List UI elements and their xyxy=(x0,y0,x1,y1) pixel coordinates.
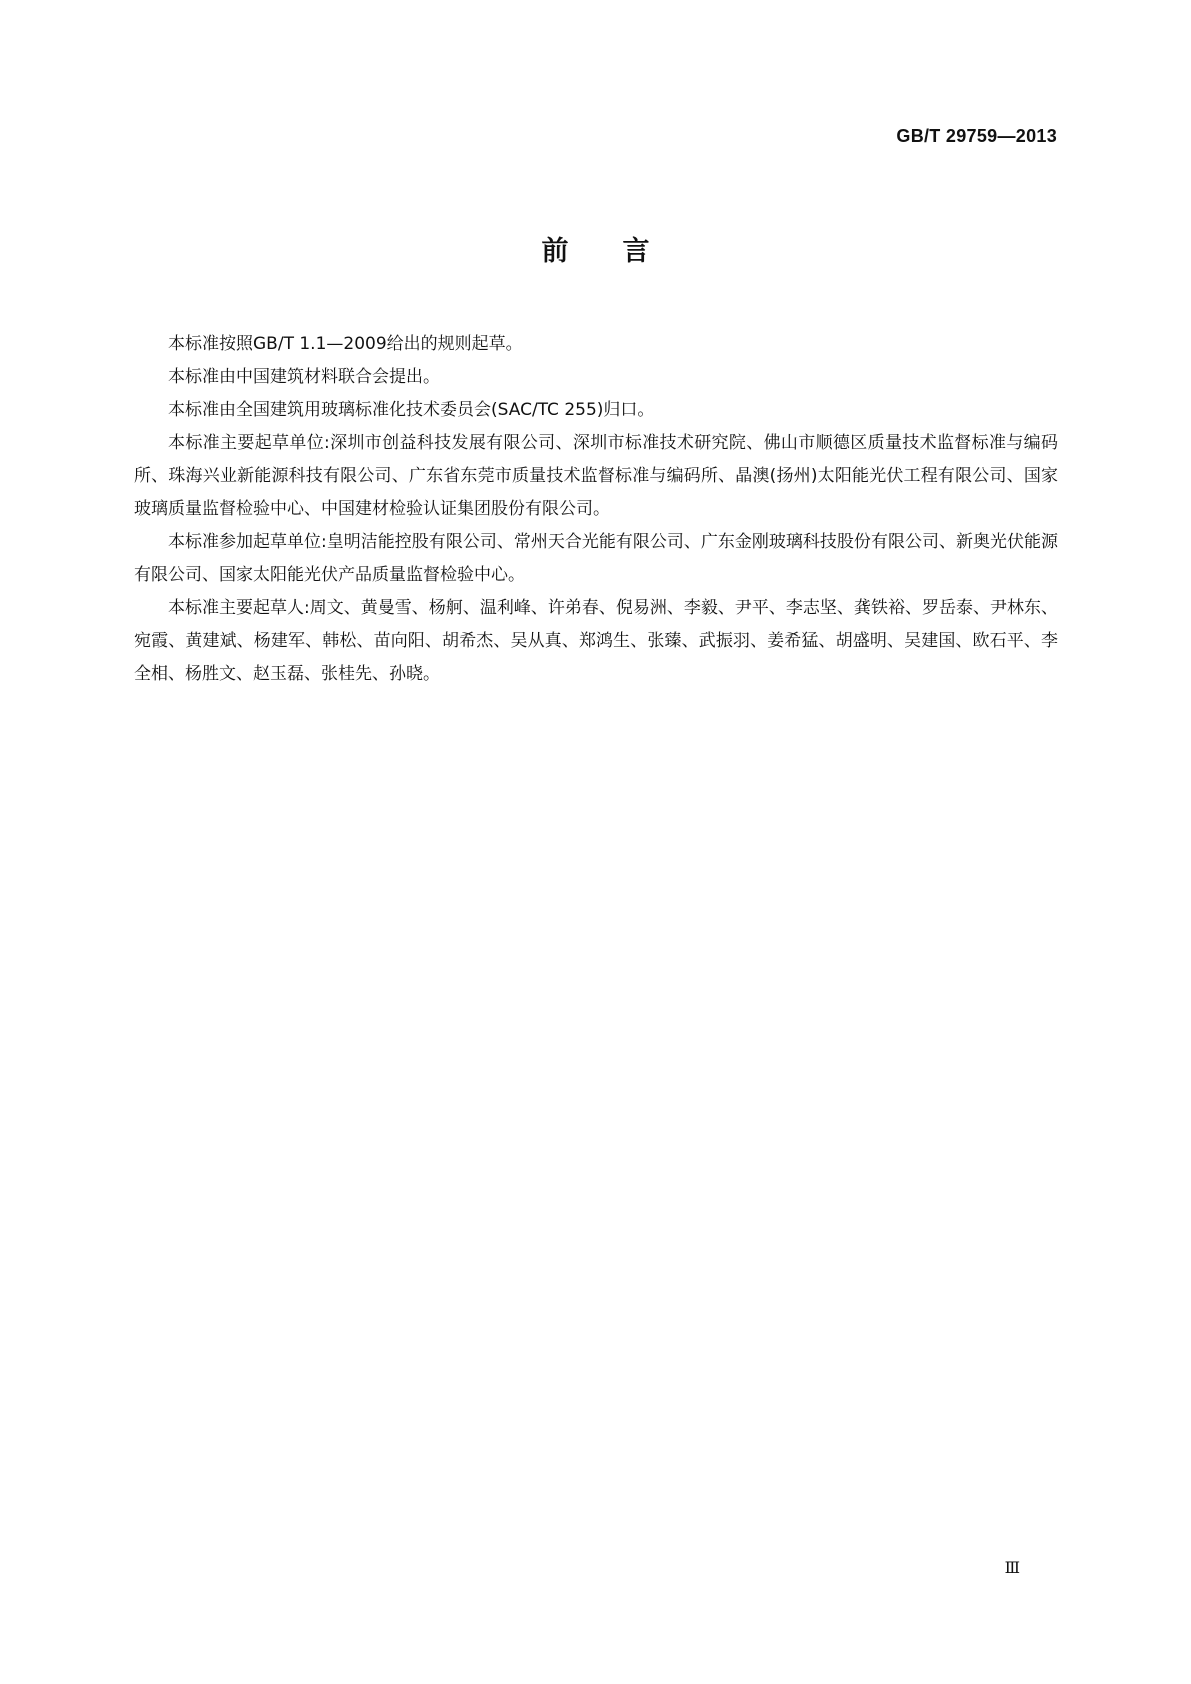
foreword-body xyxy=(134,328,1058,691)
paragraph-main-drafting-units: 本标准主要起草单位:深圳市创益科技发展有限公司、深圳市标准技术研究院、佛山市顺德区质量技术监督标准与编码所、珠海兴业新能源科技有限公司、广东省东莞市质量技术监督标准与编码所、晶澳(扬州)太阳能光伏工程有限公司、国家玻璃质量监督检验中心、中国建材检验认证集团股份有限公司。 xyxy=(134,433,1058,519)
paragraph-main-drafters: 本标准主要起草人:周文、黄曼雪、杨舸、温利峰、许弟春、倪易洲、李毅、尹平、李志坚、龚铁裕、罗岳泰、尹林东、宛霞、黄建斌、杨建军、韩松、苗向阳、胡希杰、吴从真、郑鸿生、张臻、武振羽、姜希猛、胡盛明、吴建国、欧石平、李全相、杨胜文、赵玉磊、张桂先、孙晓。 xyxy=(134,598,1058,684)
page-title: 前言 xyxy=(541,236,704,267)
standard-code: GB/T 29759—2013 xyxy=(896,126,1057,146)
paragraph-drafting-rules: 本标准按照GB/T 1.1—2009给出的规则起草。 xyxy=(168,334,523,354)
paragraph-proposer: 本标准由中国建筑材料联合会提出。 xyxy=(168,367,440,387)
paragraph-technical-committee: 本标准由全国建筑用玻璃标准化技术委员会(SAC/TC 255)归口。 xyxy=(168,400,655,420)
page-number: Ⅲ xyxy=(1004,1558,1019,1577)
paragraph-participating-units: 本标准参加起草单位:皇明洁能控股有限公司、常州天合光能有限公司、广东金刚玻璃科技股份有限公司、新奥光伏能源有限公司、国家太阳能光伏产品质量监督检验中心。 xyxy=(134,532,1058,585)
